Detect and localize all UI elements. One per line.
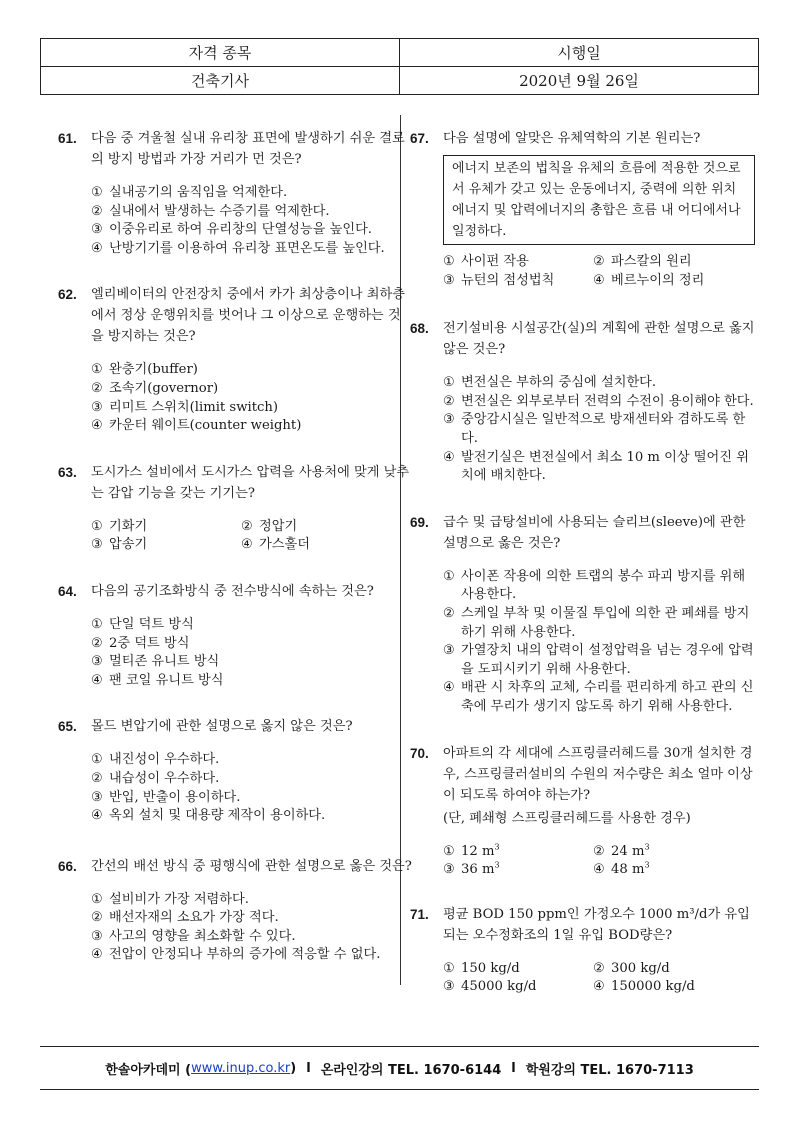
option-marker: ④ [593, 272, 605, 288]
option-text: 150 kg/d [461, 960, 520, 976]
option-marker: ③ [91, 928, 103, 944]
question-number: 69. [410, 514, 429, 530]
answer-option[interactable] [91, 751, 413, 770]
option-text: 팬 코일 유니트 방식 [109, 672, 224, 688]
option-text: 멀티존 유니트 방식 [109, 654, 220, 670]
answer-option[interactable] [91, 380, 413, 399]
option-text: 24 m [611, 843, 645, 859]
footer-separator: l [306, 1060, 311, 1076]
exam-subject-value: 건축기사 [41, 67, 400, 95]
option-text: 배선자재의 소요가 가장 적다. [109, 910, 279, 926]
option-marker: ④ [443, 449, 455, 465]
option-text: 스케일 부착 및 이물질 투입에 의한 관 폐쇄를 방지하기 위해 사용한다. [461, 605, 750, 640]
question-item [410, 318, 755, 486]
option-text: 이중유리로 하여 유리창의 단열성능을 높인다. [109, 222, 373, 238]
answer-option[interactable] [593, 978, 743, 997]
option-text: 발전기실은 변전실에서 최소 10 m 이상 떨어진 위치에 배치한다. [461, 449, 749, 484]
option-text: 12 m [461, 843, 495, 859]
question-stem: 전기설비용 시설공간(실)의 계획에 관한 설명으로 옳지 않은 것은? [443, 321, 755, 358]
footer-brand-close: ) [290, 1060, 297, 1076]
option-text: 변전실은 외부로부터 전력의 수전이 용이해야 한다. [461, 393, 754, 409]
option-text: 단일 덕트 방식 [109, 616, 194, 632]
question-stem: 다음의 공기조화방식 중 전수방식에 속하는 것은? [91, 583, 374, 599]
answer-option[interactable] [593, 272, 743, 291]
answer-option[interactable] [241, 536, 391, 555]
answer-options [443, 960, 755, 997]
answer-option[interactable] [91, 672, 413, 691]
answer-option[interactable] [91, 928, 413, 947]
option-text: 300 kg/d [611, 960, 670, 976]
option-marker: ② [443, 605, 455, 621]
answer-option[interactable] [443, 568, 755, 605]
answer-options [91, 361, 413, 435]
option-marker: ③ [443, 862, 455, 878]
answer-option[interactable] [593, 843, 743, 862]
option-marker: ③ [443, 979, 455, 995]
option-text: 반입, 반출이 용이하다. [109, 789, 241, 805]
question-number: 63. [58, 464, 77, 480]
answer-option[interactable] [241, 518, 391, 537]
answer-option[interactable] [91, 361, 413, 380]
question-item [58, 856, 413, 965]
answer-option[interactable] [443, 253, 593, 272]
answer-option[interactable] [91, 240, 413, 259]
option-text: 조속기(governor) [109, 380, 219, 396]
option-marker: ① [443, 254, 455, 269]
question-item [58, 284, 413, 435]
exam-subject-label: 자격 종목 [41, 39, 400, 67]
question-item [410, 743, 755, 880]
question-number: 65. [58, 719, 77, 735]
option-marker: ③ [91, 222, 103, 238]
option-text: 36 m [461, 862, 495, 878]
question-item [410, 512, 755, 717]
answer-option[interactable] [91, 399, 413, 418]
option-text: 2중 덕트 방식 [109, 635, 190, 651]
option-marker: ③ [443, 643, 455, 659]
option-text: 사고의 영향을 최소화할 수 있다. [109, 928, 296, 944]
option-marker: ② [91, 770, 103, 786]
answer-option[interactable] [91, 417, 413, 436]
answer-option[interactable] [593, 253, 743, 272]
option-text: 카운터 웨이트(counter weight) [109, 418, 302, 434]
question-stem: 평균 BOD 150 ppm인 가정오수 1000 m³/d가 유입되는 오수정화조의 1일 유입 BOD량은? [443, 906, 750, 943]
option-superscript: 3 [494, 842, 500, 852]
question-stem: 간선의 배선 방식 중 평행식에 관한 설명으로 옳은 것은? [91, 858, 412, 874]
question-stem: 급수 및 급탕설비에 사용되는 슬리브(sleeve)에 관한 설명으로 옳은 것은? [443, 514, 746, 551]
option-marker: ① [91, 518, 103, 534]
option-marker: ③ [91, 399, 103, 415]
footer-brand: 한솔아카데미 ( [105, 1062, 192, 1078]
answer-option[interactable] [443, 960, 593, 979]
option-marker: ④ [91, 947, 103, 963]
answer-option[interactable] [593, 861, 743, 880]
option-superscript: 3 [644, 842, 650, 852]
answer-options [443, 374, 755, 486]
answer-option[interactable] [593, 960, 743, 979]
option-marker: ③ [91, 537, 103, 553]
option-text: 설비비가 가장 저렴하다. [109, 891, 249, 907]
option-superscript: 3 [494, 860, 500, 870]
answer-option[interactable] [91, 635, 413, 654]
answer-options [443, 253, 755, 290]
option-marker: ③ [443, 272, 455, 288]
option-marker: ② [91, 635, 103, 651]
question-number: 64. [58, 583, 77, 599]
right-question-column [410, 128, 755, 997]
exam-date-label: 시행일 [400, 39, 759, 67]
option-marker: ② [91, 203, 103, 219]
option-text: 난방기기를 이용하여 유리창 표면온도를 높인다. [109, 240, 385, 256]
footer-website-link[interactable]: www.inup.co.kr [191, 1060, 291, 1076]
option-text: 정압기 [259, 518, 298, 534]
option-marker: ① [443, 568, 455, 584]
answer-option[interactable] [443, 411, 755, 448]
question-number: 71. [410, 906, 429, 922]
option-marker: ② [593, 960, 605, 976]
answer-option[interactable] [443, 861, 593, 880]
question-number: 61. [58, 131, 77, 146]
answer-option[interactable] [91, 221, 413, 240]
option-marker: ④ [593, 862, 605, 878]
footer-academy-tel: 학원강의 TEL. 1670-7113 [525, 1062, 694, 1078]
question-number: 70. [410, 745, 429, 761]
answer-options [91, 751, 413, 825]
question-item [410, 128, 755, 290]
answer-options [91, 184, 413, 258]
option-text: 파스칼의 원리 [611, 254, 692, 269]
option-text: 베르누이의 정리 [611, 272, 705, 288]
option-marker: ① [91, 185, 103, 200]
answer-option[interactable] [443, 272, 593, 291]
answer-option[interactable] [91, 616, 413, 635]
option-text: 내진성이 우수하다. [109, 752, 220, 768]
option-text: 옥외 설치 및 대용량 제작이 용이하다. [109, 808, 326, 824]
question-note: (단, 폐쇄형 스프링클러헤드를 사용한 경우) [443, 810, 691, 826]
option-text: 사이폰 작용에 의한 트랩의 봉수 파괴 방지를 위해 사용한다. [461, 568, 746, 603]
option-marker: ② [91, 380, 103, 396]
option-marker: ② [443, 393, 455, 409]
option-marker: ① [443, 960, 455, 976]
option-marker: ② [91, 910, 103, 926]
option-text: 45000 kg/d [461, 979, 537, 995]
question-item [58, 128, 413, 258]
question-stem: 몰드 변압기에 관한 설명으로 옳지 않은 것은? [91, 719, 353, 735]
question-number: 68. [410, 321, 429, 337]
option-text: 전압이 안정되나 부하의 증가에 적응할 수 없다. [109, 947, 381, 963]
option-marker: ④ [91, 418, 103, 434]
answer-option[interactable] [443, 642, 755, 679]
option-marker: ① [443, 843, 455, 859]
option-text: 배관 시 차후의 교체, 수리를 편리하게 하고 관의 신축에 무리가 생기지 않도록 하기 위해 사용한다. [461, 680, 754, 714]
option-marker: ④ [593, 979, 605, 995]
answer-options [443, 568, 755, 717]
option-marker: ③ [91, 789, 103, 805]
answer-option[interactable] [443, 679, 755, 716]
answer-option[interactable] [91, 891, 413, 910]
option-text: 가열장치 내의 압력이 설정압력을 넘는 경우에 압력을 도피시키기 위해 사용한다. [461, 643, 754, 677]
option-marker: ② [593, 843, 605, 859]
option-marker: ④ [241, 537, 253, 553]
option-text: 사이펀 작용 [461, 254, 529, 269]
answer-option[interactable] [91, 184, 413, 203]
question-item [58, 462, 413, 555]
question-stem: 아파트의 각 세대에 스프링클러헤드를 30개 설치한 경우, 스프링클러설비의 수원의 저수량은 최소 얼마 이상이 되도록 하여야 하는가? [443, 745, 753, 803]
answer-option[interactable] [91, 946, 413, 965]
option-text: 150000 kg/d [611, 979, 695, 995]
option-marker: ④ [91, 808, 103, 824]
question-number: 62. [58, 287, 77, 303]
question-info-box: 에너지 보존의 법칙을 유체의 흐름에 적용한 것으로서 유체가 갖고 있는 운동에너지, 중력에 의한 위치에너지 및 압력에너지의 총합은 흐름 내 어디에서나 일정하다. [443, 155, 755, 245]
option-marker: ② [593, 254, 605, 269]
answer-option[interactable] [443, 605, 755, 642]
question-item [58, 716, 413, 825]
option-marker: ③ [91, 654, 103, 670]
option-text: 가스홀더 [259, 537, 310, 553]
footer-online-tel: 온라인강의 TEL. 1670-6144 [320, 1062, 502, 1078]
question-item [58, 581, 413, 690]
answer-options [91, 616, 413, 690]
option-text: 실내에서 발생하는 수증기를 억제한다. [109, 203, 330, 219]
option-text: 뉴턴의 점성법칙 [461, 272, 555, 288]
option-marker: ④ [443, 680, 455, 696]
option-text: 리미트 스위치(limit switch) [109, 399, 279, 415]
answer-option[interactable] [443, 374, 755, 393]
answer-option[interactable] [91, 770, 413, 789]
footer-separator: l [511, 1060, 516, 1076]
answer-option[interactable] [91, 536, 241, 555]
answer-option[interactable] [443, 449, 755, 486]
answer-option[interactable] [443, 843, 593, 862]
option-marker: ① [91, 362, 103, 378]
question-item [410, 904, 755, 997]
option-marker: ① [91, 616, 103, 632]
answer-option[interactable] [91, 653, 413, 672]
answer-option[interactable] [443, 393, 755, 412]
option-text: 압송기 [109, 537, 148, 553]
option-text: 실내공기의 움직임을 억제한다. [109, 185, 288, 200]
left-question-column [58, 128, 413, 965]
exam-date-value: 2020년 9월 26일 [400, 67, 759, 95]
answer-options [91, 891, 413, 965]
option-marker: ④ [91, 672, 103, 688]
option-text: 완충기(buffer) [109, 362, 198, 378]
answer-option[interactable] [91, 518, 241, 537]
option-marker: ① [443, 375, 455, 391]
answer-option[interactable] [91, 789, 413, 808]
answer-option[interactable] [91, 909, 413, 928]
option-text: 내습성이 우수하다. [109, 770, 220, 786]
question-number: 67. [410, 131, 429, 146]
option-marker: ② [241, 518, 253, 534]
option-superscript: 3 [644, 860, 650, 870]
exam-info-table [40, 38, 759, 95]
option-marker: ① [91, 891, 103, 907]
question-stem: 엘리베이터의 안전장치 중에서 카가 최상층이나 최하층에서 정상 운행위치를 벗어나 그 이상으로 운행하는 것을 방지하는 것은? [91, 287, 405, 345]
answer-options [443, 843, 755, 880]
answer-option[interactable] [91, 807, 413, 826]
option-text: 48 m [611, 862, 645, 878]
question-stem: 도시가스 설비에서 도시가스 압력을 사용처에 맞게 낮추는 감압 기능을 갖는 기기는? [91, 464, 410, 501]
footer-bar [40, 1046, 759, 1090]
question-number: 66. [58, 858, 77, 874]
option-text: 변전실은 부하의 중심에 설치한다. [461, 375, 657, 391]
option-marker: ① [91, 752, 103, 768]
option-marker: ④ [91, 240, 103, 256]
question-stem: 다음 설명에 알맞은 유체역학의 기본 원리는? [443, 131, 701, 146]
question-stem: 다음 중 겨울철 실내 유리창 표면에 발생하기 쉬운 결로의 방지 방법과 가장 거리가 먼 것은? [91, 131, 405, 167]
answer-option[interactable] [91, 203, 413, 222]
option-text: 중앙감시실은 일반적으로 방재센터와 겸하도록 한다. [461, 412, 746, 446]
answer-option[interactable] [443, 978, 593, 997]
answer-options [91, 518, 413, 555]
option-marker: ③ [443, 412, 455, 428]
option-text: 기화기 [109, 518, 148, 534]
